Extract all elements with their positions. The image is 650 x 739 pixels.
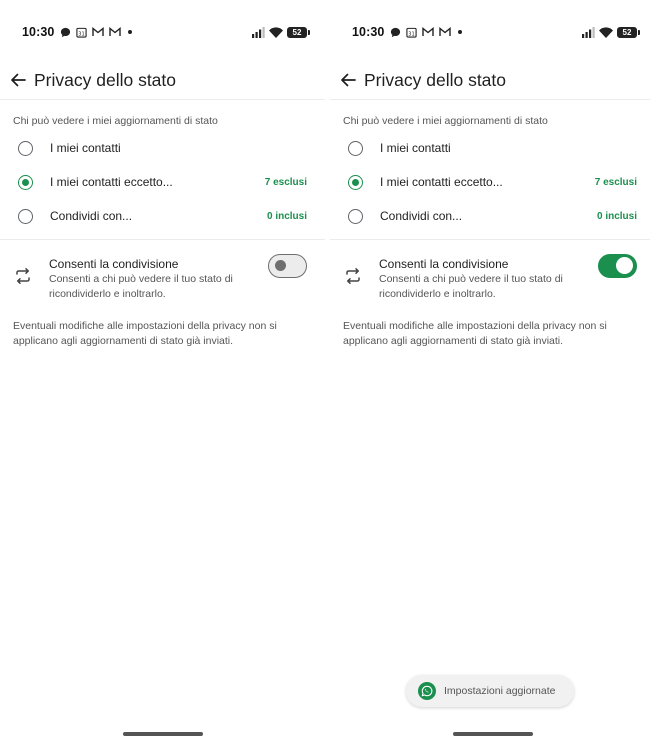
svg-text:31: 31 [408,30,416,37]
radio-button[interactable] [18,209,33,224]
page-title: Privacy dello stato [364,69,507,90]
gmail-icon [439,27,451,37]
option-label: I miei contatti [50,141,121,155]
option-label: Condividi con... [380,209,463,223]
toast-text: Impostazioni aggiornate [444,685,556,697]
privacy-footnote: Eventuali modifiche alle impostazioni della privacy non si applicano agli aggiornamenti di stato già inviati. [343,320,607,347]
option-my-contacts-except[interactable] [330,167,650,197]
back-button[interactable] [4,66,32,94]
section-header: Chi può vedere i miei aggiornamenti di stato [13,115,218,127]
status-bar [22,22,307,42]
wifi-icon [599,27,613,38]
divider [0,99,325,100]
privacy-footnote: Eventuali modifiche alle impostazioni della privacy non si applicano agli aggiornamenti di stato già inviati. [13,320,277,347]
allow-sharing-toggle[interactable] [268,254,307,278]
divider [330,239,650,240]
back-button[interactable] [334,66,362,94]
battery-icon: 52 [617,27,637,38]
battery-icon: 52 [287,27,307,38]
wifi-icon [269,27,283,38]
calendar-31-icon [406,27,417,38]
radio-button[interactable] [348,209,363,224]
repeat-icon [344,267,362,285]
chat-bubble-icon [60,27,71,38]
setting-description: Consenti a chi può vedere il tuo stato di ricondividerlo e inoltrarlo. [49,273,233,300]
gesture-nav-handle[interactable] [453,732,533,736]
radio-button-selected[interactable] [348,175,363,190]
included-count: 0 inclusi [596,210,637,222]
repeat-icon [14,267,32,285]
toast-notification [406,675,574,707]
app-bar [330,62,650,98]
option-my-contacts[interactable] [330,133,650,163]
allow-sharing-toggle[interactable] [598,254,637,278]
option-label: I miei contatti [380,141,451,155]
option-share-with[interactable] [0,201,325,231]
status-bar [352,22,637,42]
setting-title: Consenti la condivisione [49,257,179,271]
option-my-contacts[interactable] [0,133,325,163]
page-title: Privacy dello stato [34,69,177,90]
notification-dot-icon [128,30,132,34]
signal-icon [252,27,265,38]
excluded-count: 7 esclusi [264,176,307,188]
option-label: I miei contatti eccetto... [380,175,503,189]
notification-dot-icon [458,30,462,34]
radio-button-selected[interactable] [18,175,33,190]
divider [330,99,650,100]
option-share-with[interactable] [330,201,650,231]
signal-icon [582,27,595,38]
radio-button[interactable] [348,141,363,156]
svg-text:31: 31 [78,30,86,37]
screen-after [330,0,650,739]
status-time: 10:30 [352,25,385,39]
app-bar [0,62,325,98]
radio-button[interactable] [18,141,33,156]
gmail-icon [422,27,434,37]
arrow-left-icon [10,72,26,88]
setting-title: Consenti la condivisione [379,257,509,271]
arrow-left-icon [340,72,356,88]
toggle-knob [616,257,633,274]
divider [0,239,325,240]
status-time: 10:30 [22,25,55,39]
calendar-31-icon [76,27,87,38]
gesture-nav-handle[interactable] [123,732,203,736]
included-count: 0 inclusi [266,210,307,222]
option-my-contacts-except[interactable] [0,167,325,197]
toggle-knob [275,260,286,271]
setting-description: Consenti a chi può vedere il tuo stato di ricondividerlo e inoltrarlo. [379,273,563,300]
option-label: I miei contatti eccetto... [50,175,173,189]
option-label: Condividi con... [50,209,133,223]
whatsapp-icon [418,682,436,700]
section-header: Chi può vedere i miei aggiornamenti di stato [343,115,548,127]
chat-bubble-icon [390,27,401,38]
gmail-icon [109,27,121,37]
gmail-icon [92,27,104,37]
excluded-count: 7 esclusi [594,176,637,188]
